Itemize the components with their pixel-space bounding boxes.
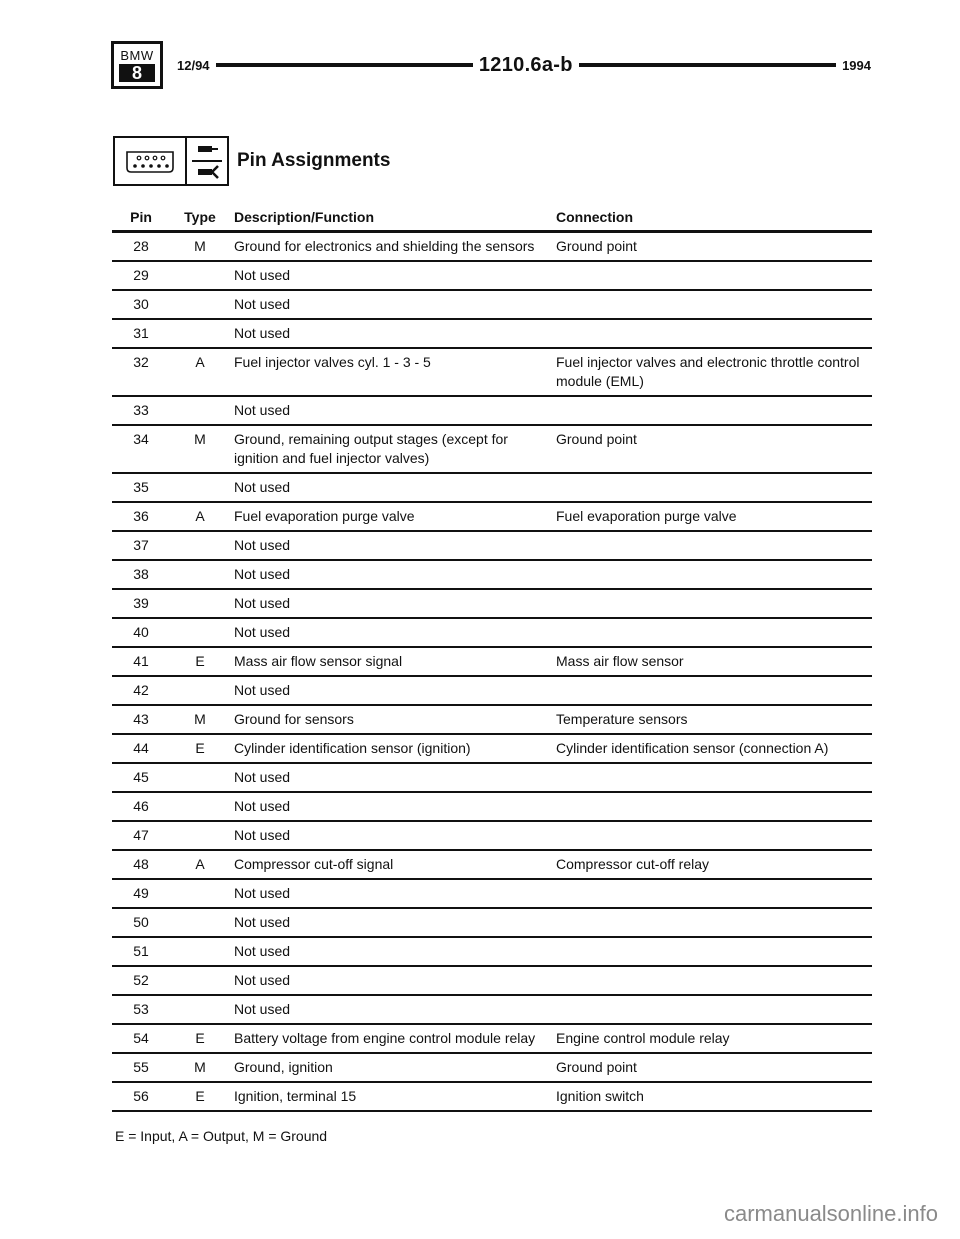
page-header [111, 38, 871, 92]
type-cell [170, 290, 230, 319]
description-cell: Not used [230, 676, 556, 705]
table-row [112, 319, 872, 348]
pin-cell: 48 [112, 850, 170, 879]
connection-cell: Cylinder identification sensor (connection A) [556, 734, 872, 763]
description-cell: Not used [230, 589, 556, 618]
type-cell: M [170, 705, 230, 734]
connection-cell: Fuel injector valves and electronic throttle control module (EML) [556, 348, 872, 396]
description-cell: Not used [230, 261, 556, 290]
type-cell [170, 473, 230, 502]
connection-cell [556, 618, 872, 647]
type-cell: A [170, 348, 230, 396]
section-title: Pin Assignments [237, 150, 391, 171]
description-cell: Not used [230, 821, 556, 850]
description-cell: Not used [230, 290, 556, 319]
connection-cell [556, 763, 872, 792]
type-cell: M [170, 425, 230, 473]
description-cell: Not used [230, 396, 556, 425]
connection-cell: Fuel evaporation purge valve [556, 502, 872, 531]
pin-cell: 39 [112, 589, 170, 618]
description-cell: Not used [230, 531, 556, 560]
pin-cell: 46 [112, 792, 170, 821]
description-cell: Not used [230, 618, 556, 647]
description-cell: Compressor cut-off signal [230, 850, 556, 879]
section-heading [113, 136, 390, 186]
description-cell: Not used [230, 937, 556, 966]
table-row [112, 1024, 872, 1053]
connector-icon [115, 138, 187, 184]
pin-cell: 34 [112, 425, 170, 473]
description-cell: Mass air flow sensor signal [230, 647, 556, 676]
table-row [112, 560, 872, 589]
pin-cell: 47 [112, 821, 170, 850]
header-rule-left [216, 63, 473, 67]
table-row [112, 589, 872, 618]
description-cell: Not used [230, 908, 556, 937]
type-cell [170, 560, 230, 589]
description-cell: Not used [230, 966, 556, 995]
description-cell: Fuel injector valves cyl. 1 - 3 - 5 [230, 348, 556, 396]
description-cell: Ground, ignition [230, 1053, 556, 1082]
description-cell: Fuel evaporation purge valve [230, 502, 556, 531]
pin-cell: 43 [112, 705, 170, 734]
type-cell [170, 821, 230, 850]
connection-cell [556, 792, 872, 821]
type-cell [170, 763, 230, 792]
description-cell: Battery voltage from engine control module relay [230, 1024, 556, 1053]
table-row [112, 502, 872, 531]
section-icons [113, 136, 229, 186]
description-cell: Not used [230, 995, 556, 1024]
connection-cell [556, 473, 872, 502]
table-row [112, 705, 872, 734]
connection-cell [556, 937, 872, 966]
table-row [112, 425, 872, 473]
connection-cell: Ignition switch [556, 1082, 872, 1111]
description-cell: Ignition, terminal 15 [230, 1082, 556, 1111]
pin-assignments-table [112, 203, 872, 1112]
document-code: 1210.6a-b [478, 53, 573, 76]
column-header-connection: Connection [556, 203, 872, 232]
description-cell: Ground, remaining output stages (except for ignition and fuel injector valves) [230, 425, 556, 473]
column-header-description: Description/Function [230, 203, 556, 232]
type-cell: E [170, 1024, 230, 1053]
type-cell [170, 879, 230, 908]
table-row [112, 1053, 872, 1082]
type-cell [170, 966, 230, 995]
description-cell: Ground for sensors [230, 705, 556, 734]
table-row [112, 290, 872, 319]
column-header-type: Type [170, 203, 230, 232]
table-row [112, 966, 872, 995]
description-cell: Not used [230, 473, 556, 502]
logo-brand: BMW [120, 47, 154, 63]
type-cell [170, 261, 230, 290]
type-cell [170, 589, 230, 618]
table-row [112, 261, 872, 290]
pin-cell: 56 [112, 1082, 170, 1111]
header-year: 1994 [842, 57, 871, 73]
description-cell: Not used [230, 879, 556, 908]
connection-cell [556, 966, 872, 995]
table-row [112, 232, 872, 262]
connection-cell [556, 676, 872, 705]
table-row [112, 908, 872, 937]
pin-cell: 45 [112, 763, 170, 792]
description-cell: Ground for electronics and shielding the sensors [230, 232, 556, 262]
watermark: carmanualsonline.info [723, 1201, 938, 1226]
bmw-8-series-logo [111, 41, 163, 89]
type-cell [170, 792, 230, 821]
pin-cell: 52 [112, 966, 170, 995]
connection-cell: Engine control module relay [556, 1024, 872, 1053]
table-row [112, 676, 872, 705]
column-header-pin: Pin [112, 203, 170, 232]
type-cell [170, 319, 230, 348]
type-cell: E [170, 734, 230, 763]
description-cell: Not used [230, 560, 556, 589]
connection-cell [556, 319, 872, 348]
connection-cell: Ground point [556, 1053, 872, 1082]
pin-cell: 54 [112, 1024, 170, 1053]
description-cell: Not used [230, 763, 556, 792]
type-legend: E = Input, A = Output, M = Ground [115, 1128, 328, 1144]
table-row [112, 647, 872, 676]
type-cell: A [170, 850, 230, 879]
table-row [112, 879, 872, 908]
description-cell: Not used [230, 319, 556, 348]
table-row [112, 396, 872, 425]
type-cell: E [170, 647, 230, 676]
type-cell [170, 937, 230, 966]
pin-cell: 55 [112, 1053, 170, 1082]
connection-cell: Compressor cut-off relay [556, 850, 872, 879]
type-cell [170, 618, 230, 647]
connection-cell [556, 879, 872, 908]
type-cell: E [170, 1082, 230, 1111]
connection-cell: Temperature sensors [556, 705, 872, 734]
logo-series: 8 [119, 64, 155, 82]
table-row [112, 734, 872, 763]
description-cell: Cylinder identification sensor (ignition) [230, 734, 556, 763]
connection-cell [556, 821, 872, 850]
pin-cell: 53 [112, 995, 170, 1024]
pin-cell: 35 [112, 473, 170, 502]
header-rule-right [579, 63, 836, 67]
connection-cell [556, 290, 872, 319]
connection-cell [556, 261, 872, 290]
table-row [112, 763, 872, 792]
table-row [112, 1082, 872, 1111]
pin-cell: 44 [112, 734, 170, 763]
table-header-row [112, 203, 872, 232]
connection-cell: Ground point [556, 232, 872, 262]
connection-cell [556, 589, 872, 618]
pin-cell: 33 [112, 396, 170, 425]
connection-cell [556, 995, 872, 1024]
type-cell: M [170, 232, 230, 262]
pin-cell: 32 [112, 348, 170, 396]
pin-cell: 29 [112, 261, 170, 290]
connection-cell: Mass air flow sensor [556, 647, 872, 676]
type-cell: M [170, 1053, 230, 1082]
pin-cell: 49 [112, 879, 170, 908]
description-cell: Not used [230, 792, 556, 821]
plug-icon [187, 138, 227, 184]
type-cell [170, 676, 230, 705]
connection-cell [556, 908, 872, 937]
table-row [112, 348, 872, 396]
pin-cell: 40 [112, 618, 170, 647]
table-row [112, 792, 872, 821]
connection-cell: Ground point [556, 425, 872, 473]
pin-cell: 36 [112, 502, 170, 531]
pin-cell: 37 [112, 531, 170, 560]
pin-cell: 50 [112, 908, 170, 937]
connection-cell [556, 531, 872, 560]
table-row [112, 618, 872, 647]
connection-cell [556, 396, 872, 425]
table-row [112, 995, 872, 1024]
connection-cell [556, 560, 872, 589]
pin-cell: 42 [112, 676, 170, 705]
table-row [112, 821, 872, 850]
type-cell: A [170, 502, 230, 531]
table-row [112, 473, 872, 502]
pin-cell: 51 [112, 937, 170, 966]
table-row [112, 531, 872, 560]
type-cell [170, 531, 230, 560]
pin-cell: 30 [112, 290, 170, 319]
pin-cell: 38 [112, 560, 170, 589]
table-row [112, 850, 872, 879]
type-cell [170, 995, 230, 1024]
pin-cell: 41 [112, 647, 170, 676]
header-date: 12/94 [177, 57, 210, 73]
table-row [112, 937, 872, 966]
type-cell [170, 908, 230, 937]
pin-cell: 28 [112, 232, 170, 262]
type-cell [170, 396, 230, 425]
pin-cell: 31 [112, 319, 170, 348]
